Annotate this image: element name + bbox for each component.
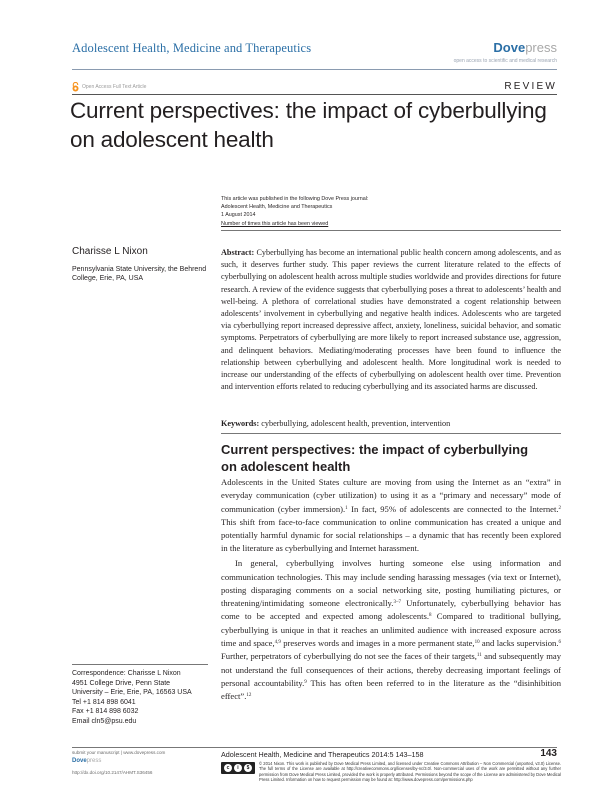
correspondence-divider — [72, 664, 208, 665]
correspondence-tel: Tel +1 814 898 6041 — [72, 698, 136, 706]
footer-logo-brand: Dove — [72, 758, 87, 764]
body-text-run: This shift from face-to-face communication to online communication has created a unique and potentially harmful dynamic for social relationships – a dynamic that has recently been explored in the literature as cyberbullying and Internet harassment. — [221, 516, 561, 554]
citation-ref[interactable]: 6 — [558, 640, 561, 646]
publication-journal-line: Adolescent Health, Medicine and Therapeutics — [221, 204, 333, 211]
view-count-link[interactable]: Number of times this article has been viewed — [221, 220, 329, 227]
title-divider — [72, 94, 557, 95]
correspondence-name: Correspondence: Charisse L Nixon — [72, 670, 181, 677]
cc-by-icon: i — [234, 764, 242, 772]
body-paragraph-2 — [221, 557, 561, 703]
journal-title[interactable]: Adolescent Health, Medicine and Therapeutics — [72, 41, 312, 55]
correspondence-address-2: University – Erie, Erie, PA, 16563 USA — [72, 689, 192, 696]
cc-circle-icon: c — [224, 764, 232, 772]
abstract — [221, 247, 561, 393]
author-name: Charisse L Nixon — [72, 246, 148, 257]
publication-info-line: This article was published in the following Dove Press journal: — [221, 196, 369, 202]
body-text-run: Unfortunately, cyberbullying behavior has come to be accepted and expected among adolescents. — [221, 598, 561, 622]
body-text-run: Adolescents in the United States culture are moving from using the Internet as an “extra” in everyday communication (cyber utilization) to using it as a “primary and necessary” mode of communication (cyber immersion). — [221, 477, 561, 514]
citation-ref[interactable]: 4,9 — [274, 640, 281, 646]
article-title — [70, 96, 560, 154]
doi-link[interactable]: http://dx.doi.org/10.2147/AHMT.S36456 — [72, 770, 153, 775]
publication-info — [221, 195, 368, 228]
correspondence-email[interactable]: Email cln5@psu.edu — [72, 717, 137, 725]
publisher-logo-suffix: press — [525, 40, 557, 55]
body-text-run: This has often been referred to in the literature as the “disinhibition effect”. — [221, 677, 561, 702]
page-number: 143 — [540, 748, 557, 759]
creative-commons-icon[interactable] — [221, 762, 255, 774]
body-text-run: preserves words and images in a more permanent state, — [280, 638, 475, 649]
correspondence-fax: Fax +1 814 898 6032 — [72, 708, 139, 715]
cc-nc-icon: $ — [244, 764, 252, 772]
publisher-logo[interactable] — [493, 40, 557, 55]
keywords-text: cyberbullying, adolescent health, prevention, intervention — [261, 419, 451, 428]
body-text-run: Further, perpetrators of cyberbullying do not see the faces of their targets, — [221, 651, 477, 662]
citation-ref[interactable]: 8 — [429, 613, 432, 619]
keywords — [221, 418, 561, 430]
license-text: © 2014 Nixon. This work is published by Dove Medical Press Limited, and licensed under Creative Commons Attribution – Non Commercial (unported, v3.0) License. The full terms of the License are available at http://creativecommons.org/licenses/by-nc/3.0/. Non-commercial uses of the work are permitted without any further permission from Dove Medical Press Limited, provided the work is properly attributed. Permissions beyond the scope of the License are administered by Dove Medical Press Limited. Information on how to request permission may be found at: http://www.dovepress.com/permissions.php — [259, 761, 561, 783]
body-text-run: and subsequently may not understand the full consequences of their actions, thereby decreasing important feelings of personal accountability. — [221, 651, 562, 688]
open-access-lock-icon — [72, 82, 79, 92]
header-divider — [72, 69, 557, 70]
footer-divider — [72, 747, 557, 748]
publisher-tagline: open access to scientific and medical research — [453, 58, 557, 64]
section-heading-line-2: on adolescent health — [221, 458, 351, 474]
article-type-label: REVIEW — [504, 81, 557, 92]
section-heading — [221, 442, 561, 475]
citation-ref[interactable]: 10 — [474, 640, 480, 646]
body-text — [221, 476, 561, 704]
article-title-line-2: on adolescent health — [70, 127, 274, 152]
footer-publisher-logo[interactable] — [72, 758, 101, 764]
publication-date: 1 August 2014 — [221, 212, 256, 219]
correspondence-block — [72, 669, 212, 726]
footer-citation: Adolescent Health, Medicine and Therapeutics 2014:5 143–158 — [221, 750, 424, 759]
correspondence-address-1: 4951 College Drive, Penn State — [72, 679, 171, 687]
abstract-divider — [221, 433, 561, 434]
section-heading-line-1: Current perspectives: the impact of cyberbullying — [221, 442, 529, 457]
citation-ref[interactable]: 3–7 — [393, 600, 401, 606]
citation-ref[interactable]: 9 — [304, 679, 307, 685]
submit-manuscript-link[interactable]: submit your manuscript | www.dovepress.com — [72, 750, 166, 755]
citation-ref[interactable]: 2 — [558, 505, 561, 511]
body-text-run: Compared to traditional bullying, cyberbullying is unique in that it reaches an unlimited audience with increased exposure across time and space, — [221, 611, 561, 649]
publication-info-divider — [221, 230, 561, 231]
body-text-run: and lacks supervision. — [479, 638, 559, 649]
citation-ref[interactable]: 12 — [246, 693, 252, 699]
article-title-line-1: Current perspectives: the impact of cyberbullying — [70, 98, 547, 123]
abstract-text: Cyberbullying has become an international public health concern among adolescents, and as such, it deserves further study. This paper reviews the current literature related to the effects of cyberbullying on adolescent health across multiple studies worldwide and provides directions for future research. A review of the evidence suggests that cyberbullying poses a threat to adolescents’ health and well-being. A plethora of correlational studies have demonstrated a cogent relationship between adolescents’ involvement in cyberbullying and negative health indices. Adolescents who are targeted via cyberbullying report increased depressive affect, anxiety, loneliness, suicidal behavior, and somatic symptoms. Perpetrators of cyberbullying are more likely to report increased substance use, aggression, and delinquent behaviors. Mediating/moderating processes have been found to influence the relationship between cyberbullying and adolescent health. More longitudinal work is needed to increase our understanding of the effects of cyberbullying on adolescent health over time. Prevention and intervention efforts related to reducing cyberbullying and its associated harms are discussed. — [221, 248, 562, 392]
keywords-label: Keywords: — [221, 419, 260, 428]
open-access-label: Open Access Full Text Article — [82, 84, 147, 90]
publisher-logo-brand: Dove — [493, 40, 526, 55]
body-text-run: In fact, 95% of adolescents are connected to the Internet. — [347, 503, 559, 514]
open-access-badge — [72, 82, 146, 92]
body-paragraph-1 — [221, 476, 561, 556]
author-affiliation: Pennsylvania State University, the Behrend College, Erie, PA, USA — [72, 266, 207, 283]
citation-ref[interactable]: 11 — [476, 653, 482, 659]
body-text-run: In general, cyberbullying involves hurting someone else using information and communication technologies. This may include sending harassing messages (via text or Internet), posting disparaging comments on a social networking site, posting humiliating pictures, or threatening/intimidating someone electronically. — [221, 558, 561, 609]
abstract-label: Abstract: — [221, 248, 255, 257]
citation-ref[interactable]: 1 — [345, 505, 348, 511]
footer-logo-suffix: press — [86, 758, 102, 764]
